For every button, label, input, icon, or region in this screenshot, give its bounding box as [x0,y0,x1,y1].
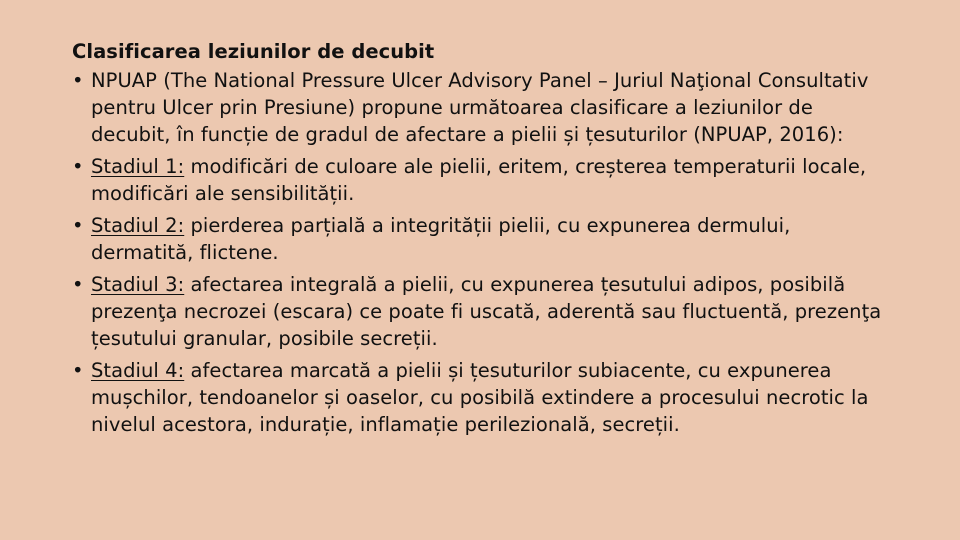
bullet-text: afectarea integrală a pielii, cu expunerea țesutului adipos, posibilă prezenţa necrozei (escara) ce poate fi uscată, aderentă sau fluctuentă, prezenţa țesutului granular, posibile secreții. [91,273,882,350]
bullet-item-stage-1 [72,154,890,208]
bullet-dot: • [72,213,84,237]
bullet-list [72,68,890,438]
bullet-item-stage-3 [72,272,890,352]
stage-label: Stadiul 3: [91,273,185,297]
bullet-item-npuap [72,68,890,148]
bullet-dot: • [72,154,84,178]
bullet-text: NPUAP (The National Pressure Ulcer Advisory Panel – Juriul Naţional Consultativ pentru Ulcer prin Presiune) propune următoarea clasificare a leziunilor de decubit, în funcție de gradul de afectare a pielii și țesuturilor (NPUAP, 2016): [91,69,869,146]
bullet-item-stage-2 [72,213,890,267]
bullet-dot: • [72,273,84,297]
bullet-text: pierderea parțială a integrității pielii, cu expunerea dermului, dermatită, flictene. [91,213,791,264]
stage-label: Stadiul 4: [91,358,185,382]
slide-title: Clasificarea leziunilor de decubit [72,40,435,63]
bullet-dot: • [72,69,84,92]
stage-label: Stadiul 2: [91,213,185,237]
bullet-text: modificări de culoare ale pielii, eritem, creșterea temperaturii locale, modificări ale sensibilității. [91,154,867,205]
bullet-dot: • [72,358,84,382]
bullet-item-stage-4 [72,358,890,438]
bullet-text: afectarea marcată a pielii și țesuturilor subiacente, cu expunerea mușchilor, tendoanelor și oaselor, cu posibilă extindere a procesului necrotic la nivelul acestora, indurație, inflamație perilezională, secreții. [91,358,869,436]
stage-label: Stadiul 1: [91,154,185,178]
